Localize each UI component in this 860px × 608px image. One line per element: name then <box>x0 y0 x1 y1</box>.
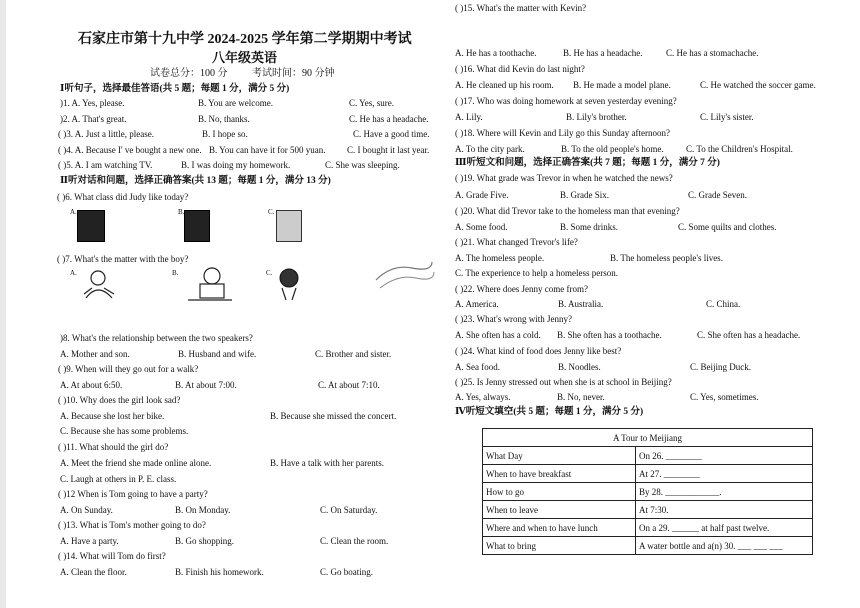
q21-option-c: C. The experience to help a homeless person. <box>455 268 619 278</box>
q14-option-c: C. Go boating. <box>320 567 373 577</box>
table-row-label: What Day <box>483 447 636 465</box>
q2-option-b: B. No, thanks. <box>198 114 250 124</box>
q5-option-c: C. She was sleeping. <box>325 160 400 170</box>
section-1-heading: Ⅰ听句子，选择最佳答语(共 5 题；每题 1 分，满分 5 分) <box>60 84 290 94</box>
q7-label-c: C. <box>266 269 273 277</box>
section-4-heading: Ⅳ听短文填空(共 5 题；每题 1 分，满分 5 分) <box>455 407 644 417</box>
q3-option-c: C. Have a good time. <box>353 129 430 139</box>
q22-option-c: C. China. <box>706 299 741 309</box>
table-row <box>483 483 813 501</box>
q16-option-b: B. He made a model plane. <box>573 80 671 90</box>
q18-option-b: B. To the old people's home. <box>561 144 664 154</box>
q10-option-a: A. Because she lost her bike. <box>60 411 165 421</box>
table-row-value[interactable]: At 27. ________ <box>636 465 813 483</box>
q9-option-c: C. At about 7:10. <box>318 380 380 390</box>
q9-stem: ( )9. When will they go out for a walk? <box>58 364 199 374</box>
q2-option-c: C. He has a headache. <box>349 114 429 124</box>
q16-stem: ( )16. What did Kevin do last night? <box>455 64 585 74</box>
tour-table-title-row <box>483 429 813 447</box>
q15-option-c: C. He has a stomachache. <box>666 48 759 58</box>
q9-option-a: A. At about 6:50. <box>60 380 123 390</box>
q23-option-b: B. She often has a toothache. <box>557 330 662 340</box>
q7-stem: ( )7. What's the matter with the boy? <box>57 254 189 264</box>
q3-option-a: ( )3. A. Just a little, please. <box>58 129 154 139</box>
time-info: 考试时间：90 分钟 <box>252 68 335 79</box>
q4-option-b: B. You can have it for 500 yuan. <box>209 145 326 155</box>
q1-option-a: )1. A. Yes, please. <box>60 98 125 108</box>
table-row-value[interactable]: A water bottle and a(n) 30. ___ ___ ___ <box>636 537 813 555</box>
table-row <box>483 519 813 537</box>
q1-option-b: B. You are welcome. <box>198 98 273 108</box>
q17-option-b: B. Lily's brother. <box>566 112 627 122</box>
q6-stem: ( )6. What class did Judy like today? <box>57 192 189 202</box>
q18-stem: ( )18. Where will Kevin and Lily go this Sunday afternoon? <box>455 128 671 138</box>
q8-option-c: C. Brother and sister. <box>315 349 392 359</box>
q15-stem: ( )15. What's the matter with Kevin? <box>455 3 587 13</box>
q1-option-c: C. Yes, sure. <box>349 98 395 108</box>
q10-stem: ( )10. Why does the girl look sad? <box>58 395 181 405</box>
q6-label-b: B. <box>178 208 185 216</box>
q5-option-a: ( )5. A. I am watching TV. <box>58 160 153 170</box>
q4-option-c: C. I bought it last year. <box>347 145 430 155</box>
q20-option-a: A. Some food. <box>455 222 508 232</box>
q7-label-a: A. <box>70 269 77 277</box>
q20-stem: ( )20. What did Trevor take to the homeless man that evening? <box>455 206 680 216</box>
q7-label-b: B. <box>172 269 179 277</box>
q23-option-a: A. She often has a cold. <box>455 330 541 340</box>
scribble-mark <box>372 256 436 296</box>
q12-option-b: B. On Monday. <box>175 505 231 515</box>
q25-option-b: B. No, never. <box>557 392 605 402</box>
q21-stem: ( )21. What changed Trevor's life? <box>455 237 578 247</box>
q12-option-c: C. On Saturday. <box>320 505 378 515</box>
sick-boy-picture-b <box>182 266 238 306</box>
book-picture-a <box>77 210 105 242</box>
book-picture-b <box>184 210 210 242</box>
q10-option-b: B. Because she missed the concert. <box>270 411 397 421</box>
q12-option-a: A. On Sunday. <box>60 505 113 515</box>
q13-option-b: B. Go shopping. <box>175 536 235 546</box>
q20-option-c: C. Some quilts and clothes. <box>678 222 777 232</box>
q25-option-a: A. Yes, always. <box>455 392 511 402</box>
table-row-value[interactable]: By 28. ____________. <box>636 483 813 501</box>
q14-stem: ( )14. What will Tom do first? <box>58 551 166 561</box>
q16-option-c: C. He watched the soccer game. <box>700 80 816 90</box>
q6-label-c: C. <box>268 208 275 216</box>
q13-stem: ( )13. What is Tom's mother going to do? <box>58 520 206 530</box>
table-row-label: What to bring <box>483 537 636 555</box>
section-3-heading: Ⅲ听短文和问题，选择正确答案(共 7 题；每题 1 分，满分 7 分) <box>455 158 720 168</box>
q20-option-b: B. Some drinks. <box>560 222 619 232</box>
scan-edge <box>0 0 6 608</box>
q23-stem: ( )23. What's wrong with Jenny? <box>455 314 572 324</box>
q23-option-c: C. She often has a headache. <box>697 330 801 340</box>
q24-option-b: B. Noodles. <box>558 362 601 372</box>
table-row <box>483 501 813 519</box>
q17-option-c: C. Lily's sister. <box>700 112 754 122</box>
q13-option-a: A. Have a party. <box>60 536 119 546</box>
table-row-value[interactable]: On a 29. ______ at half past twelve. <box>636 519 813 537</box>
q10-option-c: C. Because she has some problems. <box>60 426 189 436</box>
q11-option-c: C. Laugh at others in P. E. class. <box>60 474 177 484</box>
q14-option-a: A. Clean the floor. <box>60 567 127 577</box>
exam-title: 石家庄市第十九中学 2024-2025 学年第二学期期中考试 <box>78 32 412 47</box>
q24-stem: ( )24. What kind of food does Jenny like best? <box>455 346 622 356</box>
table-row-value: At 7:30. <box>636 501 813 519</box>
table-row-label: When to have breakfast <box>483 465 636 483</box>
table-row-value[interactable]: On 26. ________ <box>636 447 813 465</box>
q19-option-c: C. Grade Seven. <box>688 190 747 200</box>
q4-option-a: ( )4. A. Because I' ve bought a new one. <box>58 145 202 155</box>
q13-option-c: C. Clean the room. <box>320 536 389 546</box>
tour-table <box>482 428 813 555</box>
q3-option-b: B. I hope so. <box>202 129 248 139</box>
q11-option-a: A. Meet the friend she made online alone. <box>60 458 212 468</box>
q14-option-b: B. Finish his homework. <box>175 567 264 577</box>
q22-stem: ( )22. Where does Jenny come from? <box>455 284 589 294</box>
q19-stem: ( )19. What grade was Trevor in when he watched the news? <box>455 173 673 183</box>
table-row <box>483 447 813 465</box>
score-info: 试卷总分：100 分 <box>150 68 228 79</box>
table-row <box>483 465 813 483</box>
q11-option-b: B. Have a talk with her parents. <box>270 458 384 468</box>
q22-option-a: A. America. <box>455 299 499 309</box>
table-row <box>483 537 813 555</box>
q25-option-c: C. Yes, sometimes. <box>690 392 759 402</box>
q18-option-a: A. To the city park. <box>455 144 525 154</box>
q21-option-b: B. The homeless people's lives. <box>610 253 723 263</box>
table-row-label: When to leave <box>483 501 636 519</box>
table-row-label: How to go <box>483 483 636 501</box>
book-picture-c <box>276 210 302 242</box>
q24-option-c: C. Beijing Duck. <box>690 362 751 372</box>
q8-option-b: B. Husband and wife. <box>178 349 257 359</box>
q17-stem: ( )17. Who was doing homework at seven yesterday evening? <box>455 96 677 106</box>
q2-option-a: )2. A. That's great. <box>60 114 127 124</box>
q22-option-b: B. Australia. <box>558 299 604 309</box>
q16-option-a: A. He cleaned up his room. <box>455 80 554 90</box>
q6-label-a: A. <box>70 208 77 216</box>
q24-option-a: A. Sea food. <box>455 362 500 372</box>
tour-table-title: A Tour to Meijiang <box>483 429 813 447</box>
sick-boy-picture-a <box>78 268 122 304</box>
q19-option-a: A. Grade Five. <box>455 190 509 200</box>
exam-subtitle: 八年级英语 <box>212 50 278 65</box>
q25-stem: ( )25. Is Jenny stressed out when she is at school in Beijing? <box>455 377 672 387</box>
q11-stem: ( )11. What should the girl do? <box>58 442 169 452</box>
table-row-label: Where and when to have lunch <box>483 519 636 537</box>
q15-option-a: A. He has a toothache. <box>455 48 537 58</box>
q12-stem: ( )12 When is Tom going to have a party? <box>58 489 208 499</box>
section-2-heading: Ⅱ听对话和问题，选择正确答案(共 13 题；每题 1 分，满分 13 分) <box>60 176 331 186</box>
q21-option-a: A. The homeless people. <box>455 253 545 263</box>
q9-option-b: B. At about 7:00. <box>175 380 237 390</box>
q8-stem: )8. What's the relationship between the two speakers? <box>60 333 253 343</box>
q15-option-b: B. He has a headache. <box>563 48 643 58</box>
q5-option-b: B. I was doing my homework. <box>181 160 291 170</box>
q18-option-c: C. To the Children's Hospital. <box>686 144 793 154</box>
q8-option-a: A. Mother and son. <box>60 349 130 359</box>
q17-option-a: A. Lily. <box>455 112 483 122</box>
q19-option-b: B. Grade Six. <box>560 190 609 200</box>
sick-boy-picture-c <box>274 266 304 302</box>
